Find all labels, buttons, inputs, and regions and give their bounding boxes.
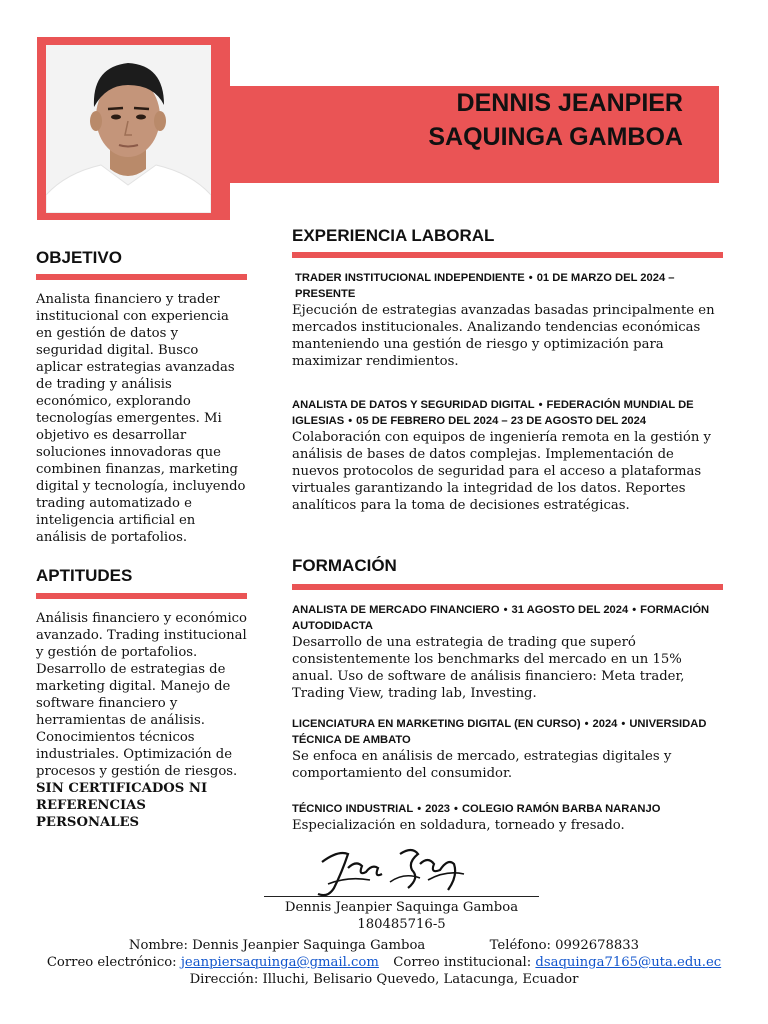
education-school: UNIVERSIDAD TÉCNICA DE AMBATO: [292, 718, 707, 746]
formacion-title: FORMACIÓN: [292, 556, 397, 575]
handwritten-signature: [308, 842, 478, 900]
objetivo-rule: [36, 274, 247, 280]
education-degree: LICENCIATURA EN MARKETING DIGITAL (EN CURSO): [292, 718, 581, 730]
signature-id: 180485716-5: [357, 917, 446, 932]
experience-org: FEDERACIÓN MUNDIAL DE IGLESIAS: [292, 399, 694, 427]
profile-photo: [46, 45, 211, 213]
education-school: COLEGIO RAMÓN BARBA NARANJO: [461, 803, 661, 815]
education-school: FORMACIÓN AUTODIDACTA: [292, 604, 710, 632]
education-item: [292, 801, 723, 834]
education-item: [292, 602, 723, 702]
direccion-value: Illuchi, Belisario Quevedo, Latacunga, Ecuador: [262, 972, 579, 987]
experience-role: TRADER INSTITUCIONAL INDEPENDIENTE: [295, 272, 525, 284]
experiencia-rule: [292, 252, 723, 258]
aptitudes-title: APTITUDES: [36, 566, 133, 585]
correo-label: Correo electrónico:: [46, 955, 177, 970]
correo-institucional-label: Correo institucional:: [393, 955, 532, 970]
education-heading: TÉCNICO INDUSTRIAL • 2023 • COLEGIO RAMÓN BARBA NARANJO: [292, 803, 661, 815]
education-date: 2023: [425, 803, 451, 815]
aptitudes-rule: [36, 593, 247, 599]
aptitudes-section: [36, 566, 247, 831]
signature-name: Dennis Jeanpier Saquinga Gamboa: [284, 900, 519, 915]
contact-line-1: [0, 937, 768, 954]
education-date: 31 AGOSTO DEL 2024: [511, 604, 629, 616]
education-description: Desarrollo de una estrategia de trading que superó consistentemente los benchmarks del mercado en un 15% anual. Uso de software de análisis financiero: Meta trader, Trading View, trading lab, Investing.: [292, 635, 685, 701]
objetivo-text: Analista financiero y trader institucional con experiencia en gestión de datos y seguridad digital. Busco aplicar estrategias avanzadas de trading y análisis económico, explorando tecnologías emergentes. Mi objetivo es desarrollar soluciones innovadoras que combinen finanzas, marketing digital y tecnología, incluyendo trading automatizado e inteligencia artificial en análisis de portafolios.: [36, 292, 246, 545]
signature-line: [264, 896, 539, 897]
aptitudes-note: SIN CERTIFICADOS NI REFERENCIAS PERSONALES: [36, 781, 208, 830]
education-heading: LICENCIATURA EN MARKETING DIGITAL (EN CURSO) • 2024 • UNIVERSIDAD TÉCNICA DE AMBATO: [292, 718, 707, 746]
objetivo-section: [36, 248, 247, 546]
telefono-label: Teléfono:: [489, 938, 551, 953]
email-link[interactable]: jeanpiersaquinga@gmail.com: [180, 955, 379, 970]
experience-date: 05 DE FEBRERO DEL 2024 – 23 DE AGOSTO DEL 2024: [356, 415, 647, 427]
education-item: [292, 716, 723, 782]
formacion-rule: [292, 584, 723, 590]
education-degree: ANALISTA DE MERCADO FINANCIERO: [292, 604, 500, 616]
candidate-name: [283, 86, 683, 154]
experience-description: Ejecución de estrategias avanzadas basadas principalmente en mercados institucionales. Analizando tendencias económicas manteniendo una gestión de riesgo y optimización para maximizar rendimientos.: [292, 303, 715, 369]
direccion-label: Dirección:: [189, 972, 259, 987]
experiencia-title: EXPERIENCIA LABORAL: [292, 226, 495, 245]
experience-heading: TRADER INSTITUCIONAL INDEPENDIENTE • 01 DE MARZO DEL 2024 – PRESENTE: [295, 272, 675, 300]
education-heading: ANALISTA DE MERCADO FINANCIERO • 31 AGOSTO DEL 2024 • FORMACIÓN AUTODIDACTA: [292, 604, 710, 632]
contact-line-3: [0, 971, 768, 988]
experience-heading: ANALISTA DE DATOS Y SEGURIDAD DIGITAL • FEDERACIÓN MUNDIAL DE IGLESIAS • 05 DE FEBRERO DEL 2024 – 23 DE AGOSTO DEL 2024: [292, 399, 694, 427]
telefono-value: 0992678833: [555, 938, 640, 953]
education-date: 2024: [592, 718, 618, 730]
objetivo-title: OBJETIVO: [36, 248, 122, 267]
aptitudes-text: Análisis financiero y económico avanzado. Trading institucional y gestión de portafolios. Desarrollo de estrategias de marketing digital. Manejo de software financiero y herramientas de análisis. Conocimientos técnicos industriales. Optimización de procesos y gestión de riesgos.: [36, 611, 247, 779]
experience-item: [292, 270, 723, 370]
name-line-1: DENNIS JEANPIER: [456, 89, 683, 117]
education-description: Se enfoca en análisis de mercado, estrategias digitales y comportamiento del consumidor.: [292, 749, 672, 781]
institutional-email-link[interactable]: dsaquinga7165@uta.edu.ec: [535, 955, 722, 970]
nombre-label: Nombre:: [128, 938, 188, 953]
contact-line-2: [0, 954, 768, 971]
nombre-value: Dennis Jeanpier Saquinga Gamboa: [192, 938, 426, 953]
experiencia-section: [292, 226, 723, 514]
experience-date: 01 DE MARZO DEL 2024 – PRESENTE: [295, 272, 675, 300]
education-description: Especialización en soldadura, torneado y fresado.: [292, 818, 625, 833]
experience-description: Colaboración con equipos de ingeniería remota en la gestión y análisis de bases de datos complejas. Implementación de nuevos protocolos de seguridad para el acceso a plataformas virtuales garantizando la integridad de los datos. Reportes analíticos para la toma de decisiones estratégicas.: [292, 430, 711, 513]
experience-role: ANALISTA DE DATOS Y SEGURIDAD DIGITAL: [292, 399, 535, 411]
name-line-2: SAQUINGA GAMBOA: [428, 123, 683, 151]
experience-item: [292, 397, 723, 514]
education-degree: TÉCNICO INDUSTRIAL: [292, 803, 414, 815]
formacion-section: [292, 556, 723, 834]
